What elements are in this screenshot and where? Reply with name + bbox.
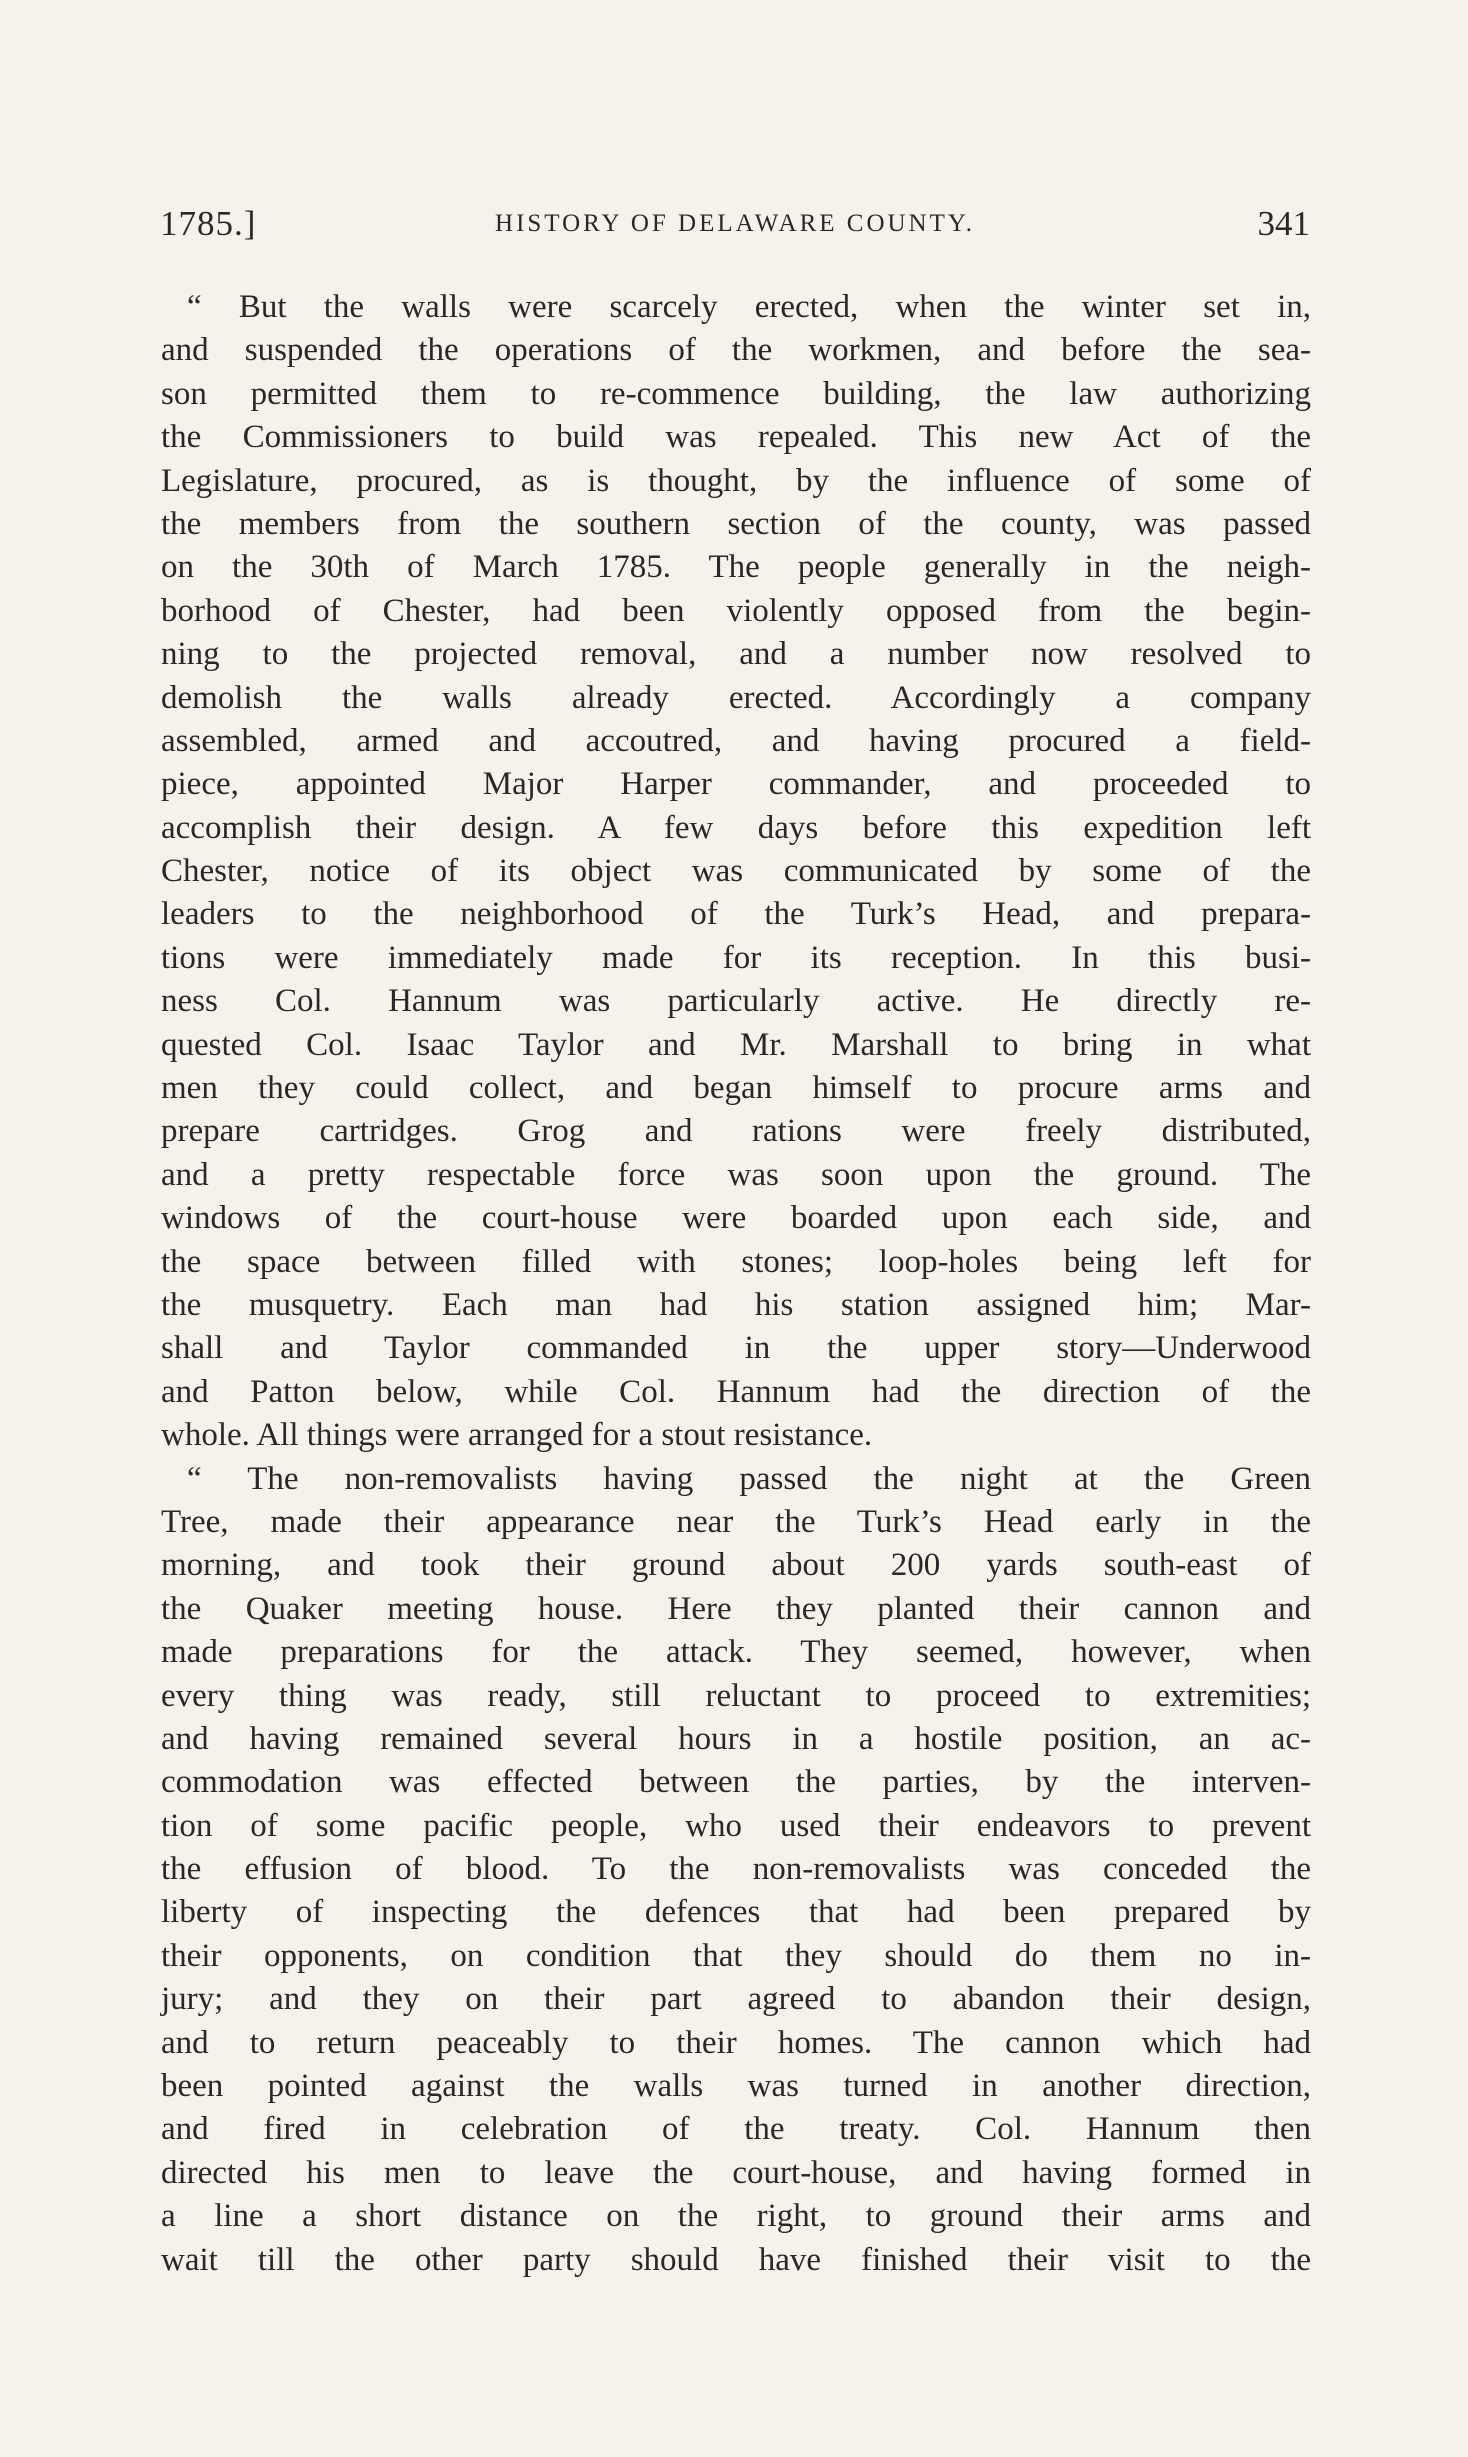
text-line: Chester, notice of its object was communicated by some of the bbox=[161, 853, 1311, 890]
text-line: prepare cartridges. Grog and rations were freely distributed, bbox=[161, 1113, 1311, 1150]
header-year: 1785.] bbox=[160, 204, 257, 243]
text-line: piece, appointed Major Harper commander, and proceeded to bbox=[161, 766, 1311, 803]
text-line: and suspended the operations of the workmen, and before the sea- bbox=[161, 332, 1311, 369]
text-line: son permitted them to re-commence building, the law authorizing bbox=[161, 375, 1311, 412]
text-line: the effusion of blood. To the non-removalists was conceded the bbox=[161, 1851, 1311, 1888]
text-line: “ But the walls were scarcely erected, when the winter set in, bbox=[187, 289, 1311, 325]
text-line: on the 30th of March 1785. The people generally in the neigh- bbox=[161, 549, 1311, 586]
text-line: and a pretty respectable force was soon upon the ground. The bbox=[161, 1156, 1311, 1193]
text-line: morning, and took their ground about 200 yards south-east of bbox=[161, 1547, 1311, 1584]
text-line: tions were immediately made for its reception. In this busi- bbox=[161, 939, 1311, 976]
text-line: a line a short distance on the right, to ground their arms and bbox=[161, 2198, 1311, 2235]
text-line: and to return peaceably to their homes. The cannon which had bbox=[161, 2024, 1311, 2061]
running-header bbox=[160, 200, 1310, 248]
text-line: commodation was effected between the parties, by the interven- bbox=[161, 1764, 1311, 1801]
text-line: whole. All things were arranged for a stout resistance. bbox=[161, 1417, 873, 1454]
text-line: the space between filled with stones; loop-holes being left for bbox=[161, 1243, 1311, 1280]
text-line: windows of the court-house were boarded upon each side, and bbox=[161, 1200, 1311, 1237]
text-line: assembled, armed and accoutred, and having procured a field- bbox=[161, 722, 1311, 759]
text-line: borhood of Chester, had been violently opposed from the begin- bbox=[161, 592, 1311, 629]
text-line: and Patton below, while Col. Hannum had the direction of the bbox=[161, 1373, 1311, 1410]
header-title: HISTORY OF DELAWARE COUNTY. bbox=[495, 210, 975, 237]
text-line: directed his men to leave the court-house, and having formed in bbox=[161, 2154, 1311, 2191]
text-line: accomplish their design. A few days before this expedition left bbox=[161, 809, 1311, 846]
text-line: made preparations for the attack. They seemed, however, when bbox=[161, 1634, 1311, 1671]
text-line: and fired in celebration of the treaty. Col. Hannum then bbox=[161, 2111, 1311, 2148]
text-line: the members from the southern section of the county, was passed bbox=[161, 505, 1311, 542]
text-line: jury; and they on their part agreed to abandon their design, bbox=[161, 1981, 1311, 2018]
text-line: ning to the projected removal, and a number now resolved to bbox=[161, 636, 1311, 673]
text-line: wait till the other party should have finished their visit to the bbox=[161, 2241, 1311, 2278]
text-line: been pointed against the walls was turned in another direction, bbox=[161, 2068, 1311, 2105]
text-line: men they could collect, and began himself to procure arms and bbox=[161, 1070, 1311, 1107]
text-line: ness Col. Hannum was particularly active. He directly re- bbox=[161, 983, 1311, 1020]
text-line: demolish the walls already erected. Accordingly a company bbox=[161, 679, 1311, 716]
text-line: leaders to the neighborhood of the Turk’s Head, and prepara- bbox=[161, 896, 1311, 933]
text-line: shall and Taylor commanded in the upper story—Underwood bbox=[161, 1330, 1311, 1367]
text-line: quested Col. Isaac Taylor and Mr. Marshall to bring in what bbox=[161, 1026, 1311, 1063]
text-line: liberty of inspecting the defences that had been prepared by bbox=[161, 1894, 1311, 1931]
text-line: the musquetry. Each man had his station assigned him; Mar- bbox=[161, 1286, 1311, 1323]
text-line: every thing was ready, still reluctant to proceed to extremities; bbox=[161, 1677, 1311, 1714]
text-line: the Commissioners to build was repealed. This new Act of the bbox=[161, 419, 1311, 456]
text-line: Tree, made their appearance near the Turk’s Head early in the bbox=[161, 1503, 1311, 1540]
text-line: their opponents, on condition that they should do them no in- bbox=[161, 1937, 1311, 1974]
text-line: the Quaker meeting house. Here they planted their cannon and bbox=[161, 1590, 1311, 1627]
text-line: and having remained several hours in a hostile position, an ac- bbox=[161, 1720, 1311, 1757]
text-line: tion of some pacific people, who used their endeavors to prevent bbox=[161, 1807, 1311, 1844]
body-text bbox=[161, 286, 1311, 2282]
text-line: “ The non-removalists having passed the night at the Green bbox=[187, 1460, 1311, 1497]
text-line: Legislature, procured, as is thought, by the influence of some of bbox=[161, 462, 1311, 499]
page-number: 341 bbox=[1257, 204, 1310, 243]
